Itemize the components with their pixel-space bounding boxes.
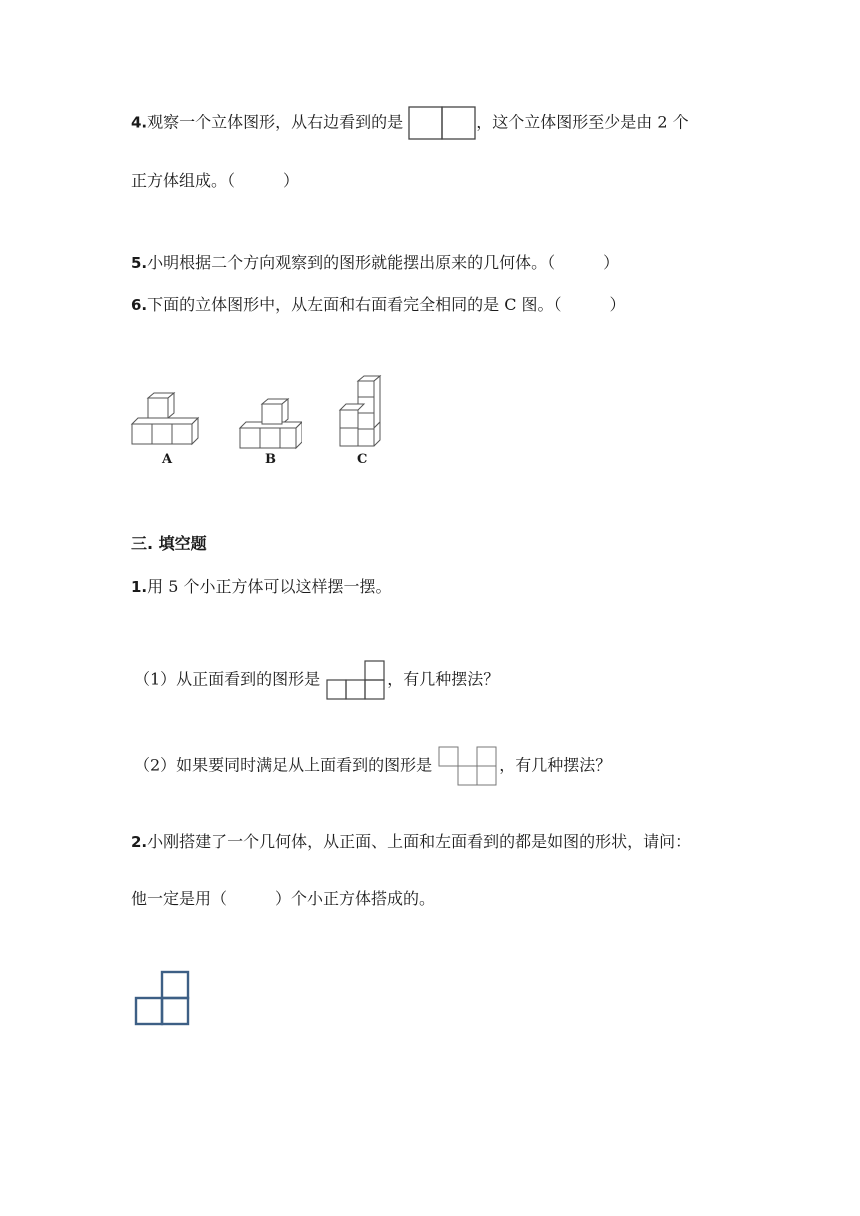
question-4-text-a: 观察一个立体图形，从右边看到的是 (147, 112, 404, 132)
cube-figure-b (236, 398, 302, 452)
sub1-text-a: （1）从正面看到的图形是 (134, 669, 321, 689)
question-6 (131, 295, 626, 315)
two-square-view-figure (408, 106, 476, 140)
cube-figure-a (128, 392, 208, 450)
figure-label-b: B (265, 452, 276, 467)
figure-label-c: C (357, 452, 368, 467)
fill-question-1-number: 1. (131, 578, 148, 596)
fill-question-1-text: 用 5 个小正方体可以这样摆一摆。 (147, 577, 392, 596)
cube-figure-c (336, 374, 386, 450)
fill-question-1 (131, 577, 392, 597)
fill-question-2-line2: 他一定是用（ ）个小正方体搭成的。 (131, 889, 436, 908)
question-5 (131, 253, 619, 273)
figure-label-a: A (162, 452, 173, 467)
fill-question-2-line1 (131, 832, 691, 852)
question-4-line1 (131, 106, 689, 140)
fill-question-2-text: 小刚搭建了一个几何体，从正面、上面和左面看到的都是如图的形状，请问： (147, 832, 692, 851)
front-view-figure (325, 658, 387, 702)
fill-question-2-number: 2. (131, 833, 148, 851)
sub1-text-b: ，有几种摆法？ (387, 669, 500, 689)
question-4-text-b: ，这个立体图形至少是由 2 个 (476, 112, 689, 132)
question-6-text: 下面的立体图形中，从左面和右面看完全相同的是 C 图。（ ） (147, 295, 626, 314)
top-view-figure (437, 744, 499, 788)
question-5-number: 5. (131, 254, 148, 272)
question-4-line2: 正方体组成。（ ） (131, 171, 300, 190)
fill-question-1-sub2 (134, 744, 611, 788)
question-6-number: 6. (131, 296, 148, 314)
sub2-text-a: （2）如果要同时满足从上面看到的图形是 (134, 755, 433, 775)
question-4-number: 4. (131, 113, 148, 132)
sub2-text-b: ，有几种摆法？ (499, 755, 612, 775)
l-shape-view-figure (134, 969, 192, 1027)
section-3-title: 三. 填空题 (131, 534, 207, 553)
question-5-text: 小明根据二个方向观察到的图形就能摆出原来的几何体。（ ） (147, 253, 620, 272)
fill-question-1-sub1 (134, 658, 499, 702)
